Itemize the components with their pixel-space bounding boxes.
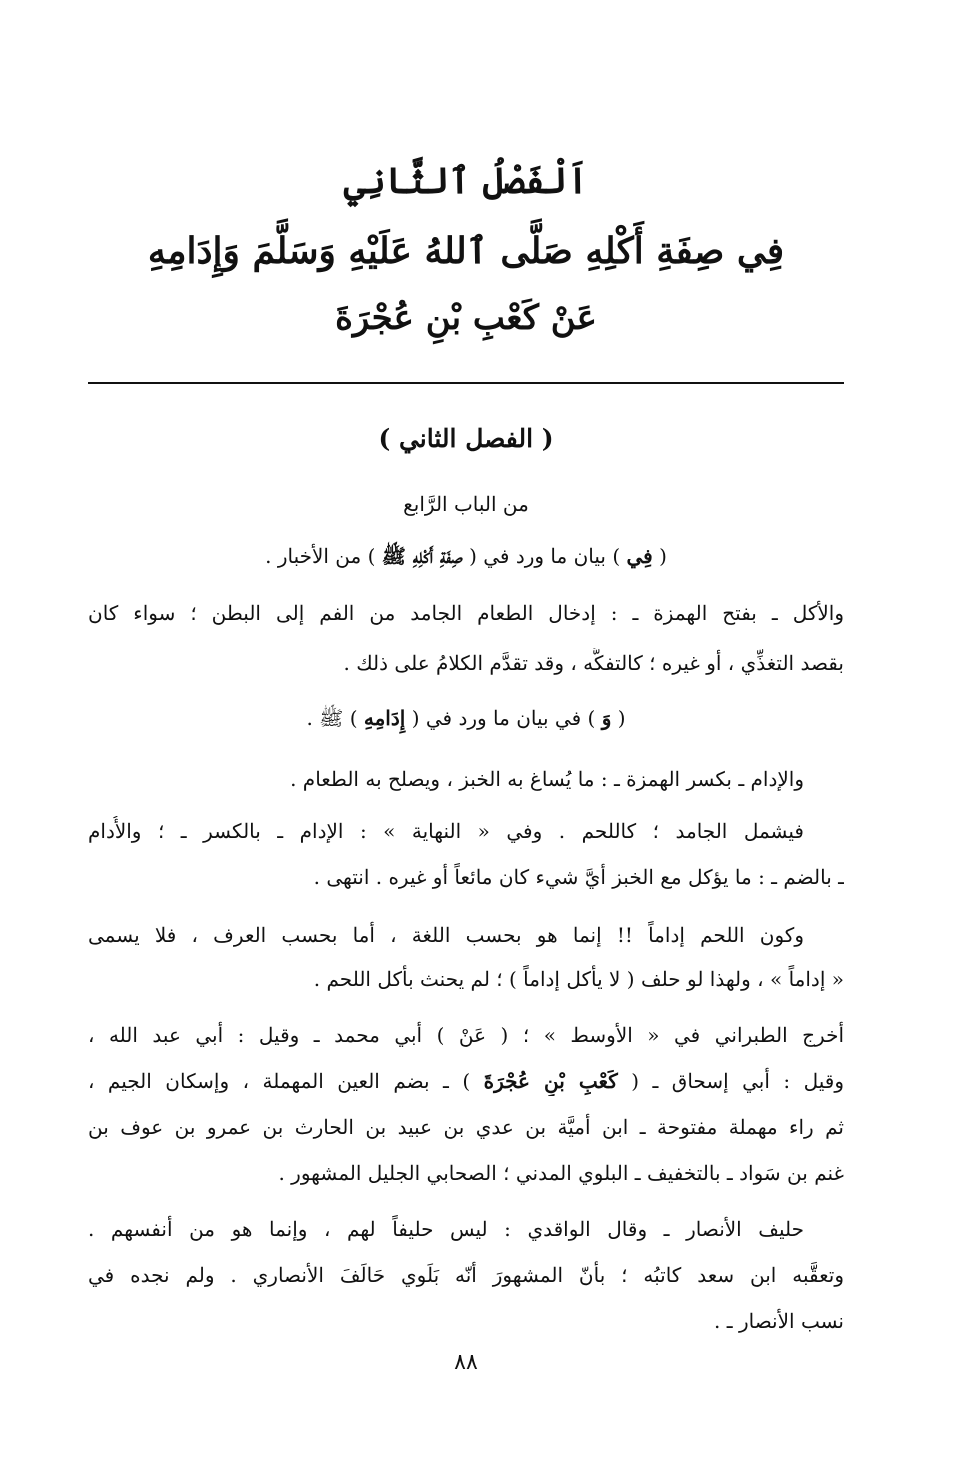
chapter-title: فِي صِفَةِ أَكْلِهِ صَلَّى ٱللهُ عَلَيْهِ وَسَلَّمَ وَإِدَامِهِ bbox=[147, 230, 785, 272]
topic-line-condiment bbox=[88, 706, 844, 735]
page-number: ٨٨ bbox=[454, 1350, 478, 1375]
paragraph-4-line-1: وكون اللحم إداماً !! إنما هو بحسب اللغة ، أما بحسب العرف ، فلا يسمى bbox=[88, 923, 804, 947]
chapter-reference: من الباب الرَّابع bbox=[403, 492, 529, 516]
paragraph-2-line-1: والإدام ـ بكسر الهمزة ـ : ما يُساغ به الخبز ، ويصلح به الطعام . bbox=[290, 767, 804, 791]
topic2-close: ) ﷺ . bbox=[306, 706, 364, 730]
chapter-heading: اَلْفَصْلُ ٱلثَّانِي bbox=[343, 160, 589, 202]
paragraph-1-line-2: بقصد التغذِّي ، أو غيره ؛ كالتفكُّه ، وقد تقدَّم الكلامُ على ذلك . bbox=[343, 651, 844, 675]
paragraph-3-line-1: فيشمل الجامد ؛ كاللحم . وفي « النهاية » : الإدام ـ بالكسر ـ ؛ والأُدام bbox=[88, 819, 804, 843]
paragraph-6-line-2: وتعقَّبه ابن سعد كاتبُه ؛ بأنّ المشهورَ أنّه بَلَوي حَالَفَ الأنصاري . ولم نجده في bbox=[88, 1263, 844, 1287]
paragraph-4-line-2: « إداماً » ، ولهذا لو حلف ( لا يأكل إداماً ) ؛ لم يحنث بأكل اللحم . bbox=[313, 967, 844, 991]
paragraph-5-line-3: ثم راء مهملة مفتوحة ـ ابن أميَّة بن عدي بن عبيد بن الحارث بن عمرو بن عوف بن bbox=[88, 1115, 844, 1139]
paragraph-5-line-1: أخرج الطبراني في « الأوسط » ؛ ( عَنْ ) أبي محمد ـ وقيل : أبي عبد الله ، bbox=[88, 1023, 844, 1047]
topic1-bold: صِفَةِ أَكْلِهِ ﷺ bbox=[381, 544, 463, 568]
topic2-open: ( bbox=[611, 706, 626, 730]
header-rule bbox=[88, 382, 844, 384]
topic-line-eating bbox=[88, 544, 844, 573]
paragraph-3-line-2: ـ بالضم ـ : ما يؤكل مع الخبز أيَّ شيء كان مائعاً أو غيره . انتهى . bbox=[313, 865, 844, 889]
section-heading: ( الفصل الثاني ) bbox=[378, 424, 554, 453]
topic1-fi: فِي bbox=[626, 544, 653, 568]
topic1-mid: ) بيان ما ورد في ( bbox=[462, 544, 627, 568]
p5-line2-b: ) ـ بضم العين المهملة ، وإسكان الجيم ، bbox=[88, 1069, 484, 1093]
paragraph-6-line-3: نسب الأنصار ـ . bbox=[714, 1309, 844, 1333]
paragraph-5-line-4: غنم بن سَواد ـ بالتخفيف ـ البلوي المدني ؛ الصحابي الجليل المشهور . bbox=[278, 1161, 844, 1185]
topic2-bold: إِدَامِهِ bbox=[363, 706, 406, 730]
p5-narrator-name: كَعْبِ بْنِ عُجْرَةَ bbox=[483, 1069, 618, 1093]
paragraph-1-line-1: والأكل ـ بفتح الهمزة ـ : إدخال الطعام الجامد من الفم إلى البطن ؛ سواء كان bbox=[88, 601, 844, 625]
narrator-heading: عَنْ كَعْبِ بْنِ عُجْرَةَ bbox=[335, 298, 597, 338]
topic1-open: ( bbox=[652, 544, 667, 568]
topic2-mid: ) في بيان ما ورد في ( bbox=[405, 706, 602, 730]
p5-line2-a: وقيل : أبي إسحاق ـ ( bbox=[617, 1069, 844, 1093]
paragraph-5-line-2 bbox=[88, 1066, 844, 1096]
topic1-close: ) من الأخبار . bbox=[265, 544, 382, 568]
paragraph-6-line-1: حليف الأنصار ـ وقال الواقدي : ليس حليفاً لهم ، وإنما هو من أنفسهم . bbox=[88, 1217, 804, 1241]
topic2-wa: وَ bbox=[601, 706, 612, 730]
